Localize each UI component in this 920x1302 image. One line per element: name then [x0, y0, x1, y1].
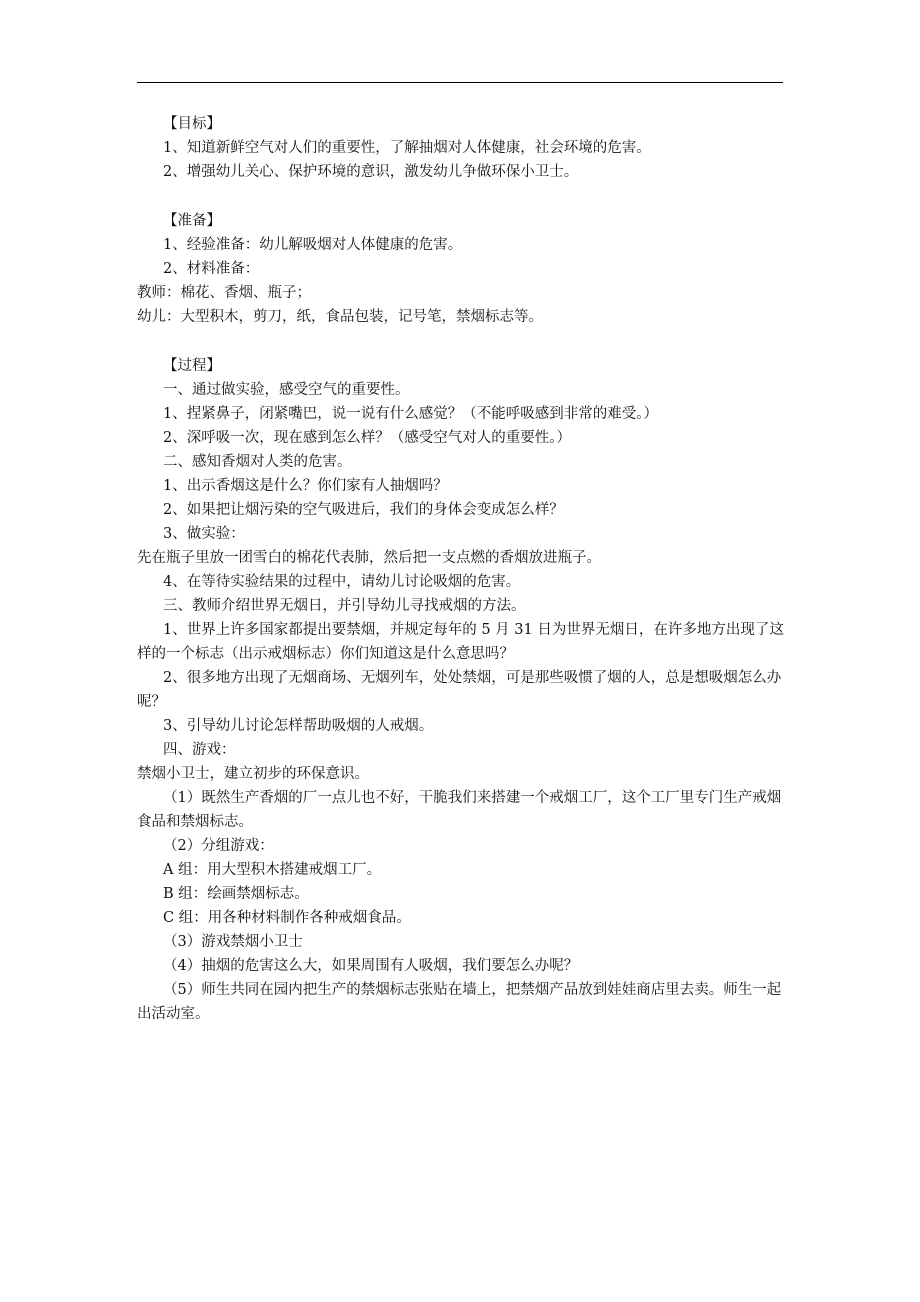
process-step: 4、在等待实验结果的过程中，请幼儿讨论吸烟的危害。	[163, 574, 521, 590]
process-step: 2、如果把让烟污染的空气吸进后，我们的身体会变成怎么样？	[163, 502, 564, 518]
process-step: 先在瓶子里放一团雪白的棉花代表肺，然后把一支点燃的香烟放进瓶子。	[137, 550, 601, 566]
process-step: 三、教师介绍世界无烟日，并引导幼儿寻找戒烟的方法。	[163, 598, 526, 614]
prep-heading: 【准备】	[163, 213, 221, 229]
game-step: （2）分组游戏：	[163, 838, 274, 854]
game-group: B 组：绘画禁烟标志。	[163, 886, 309, 902]
header-rule	[137, 82, 783, 83]
goals-heading: 【目标】	[163, 116, 221, 132]
game-step: （4）抽烟的危害这么大，如果周围有人吸烟，我们要怎么办呢？	[163, 958, 579, 974]
prep-teacher-materials: 教师：棉花、香烟、瓶子；	[137, 285, 311, 301]
document-body	[137, 112, 803, 1026]
process-step: 一、通过做实验，感受空气的重要性。	[163, 382, 410, 398]
goal-item: 2、增强幼儿关心、保护环境的意识，激发幼儿争做环保小卫士。	[163, 164, 579, 180]
prep-children-materials: 幼儿：大型积木，剪刀，纸，食品包装，记号笔，禁烟标志等。	[137, 309, 543, 325]
process-step: 2、深呼吸一次，现在感到怎么样？（感受空气对人的重要性。）	[163, 430, 571, 446]
prep-item: 2、材料准备：	[163, 261, 260, 277]
process-section	[137, 354, 803, 1026]
process-heading: 【过程】	[163, 358, 221, 374]
process-step: 1、世界上许多国家都提出要禁烟，并规定每年的 5 月 31 日为世界无烟日，在许多地方出现了这样的一个标志（出示戒烟标志）你们知道这是什么意思吗？	[137, 622, 784, 662]
process-step: 3、引导幼儿讨论怎样帮助吸烟的人戒烟。	[163, 718, 434, 734]
process-step: 2、很多地方出现了无烟商场、无烟列车，处处禁烟，可是那些吸惯了烟的人，总是想吸烟怎么办呢？	[137, 670, 782, 710]
game-group: C 组：用各种材料制作各种戒烟食品。	[163, 910, 411, 926]
process-step: 1、捏紧鼻子，闭紧嘴巴，说一说有什么感觉？（不能呼吸感到非常的难受。）	[163, 406, 658, 422]
process-step: 四、游戏：	[163, 742, 236, 758]
process-step: 禁烟小卫士，建立初步的环保意识。	[137, 766, 369, 782]
process-step: 二、感知香烟对人类的危害。	[163, 454, 352, 470]
game-group: A 组：用大型积木搭建戒烟工厂。	[163, 862, 382, 878]
prep-section	[137, 209, 803, 329]
goal-item: 1、知道新鲜空气对人们的重要性，了解抽烟对人体健康，社会环境的危害。	[163, 140, 651, 156]
prep-item: 1、经验准备：幼儿解吸烟对人体健康的危害。	[163, 237, 463, 253]
game-step: （3）游戏禁烟小卫士	[163, 934, 303, 950]
game-step: （5）师生共同在园内把生产的禁烟标志张贴在墙上，把禁烟产品放到娃娃商店里去卖。师生一起出活动室。	[137, 982, 782, 1022]
game-step: （1）既然生产香烟的厂一点儿也不好，干脆我们来搭建一个戒烟工厂，这个工厂里专门生产戒烟食品和禁烟标志。	[137, 790, 782, 830]
process-step: 1、出示香烟这是什么？你们家有人抽烟吗？	[163, 478, 448, 494]
process-step: 3、做实验：	[163, 526, 245, 542]
goals-section	[163, 112, 803, 184]
